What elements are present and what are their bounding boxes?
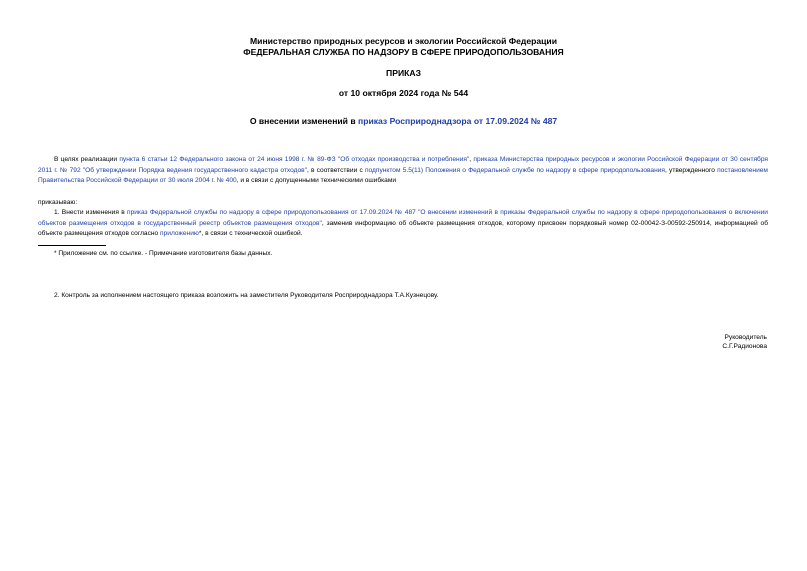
signatory-title: Руководитель	[724, 334, 767, 341]
ministry-name: Министерство природных ресурсов и экологии Российской Федерации	[250, 36, 557, 46]
intro-text-2: ,	[469, 156, 474, 163]
intro-text-5: , и в связи с допущенными техническими ошибками	[236, 177, 397, 184]
intro-text-1: В целях реализации	[54, 156, 120, 163]
ordered-line: приказываю:	[38, 199, 78, 206]
link-order-487-full[interactable]: приказ Федеральной службы по надзору в сфере природопользования от 17.09.2024 № 487 "О внесении изменений в приказы Федеральной службы по надзору в сфере природопользования о включении объектов размещения отходов в государственный реестр объектов размещения отходов"	[38, 209, 768, 227]
footnote-divider	[38, 245, 106, 246]
link-order-792[interactable]: приказа Министерства природных ресурсов и экологии Российской Федерации от 30 сентября 2011 г. № 792 "Об утверждении Порядка ведения государственного кадастра отходов"	[38, 156, 768, 174]
link-resolution-400[interactable]: постановлением Правительства Российской Федерации от 30 июля 2004 г. № 400	[38, 166, 768, 184]
document-type: ПРИКАЗ	[386, 68, 421, 78]
item1-text-3: *, в связи с технической ошибкой.	[198, 230, 303, 237]
footnote: * Приложение см. по ссылке. - Примечание изготовителя базы данных.	[54, 250, 273, 257]
link-law-89fz[interactable]: пункта 6 статьи 12 Федерального закона от 24 июня 1998 г. № 89-ФЗ "Об отходах производства и потребления"	[119, 156, 470, 163]
document-date-number: от 10 октября 2024 года № 544	[338, 88, 469, 98]
signatory-name: С.Г.Радионова	[722, 343, 767, 350]
item1-text-1: 1. Внести изменения в	[54, 209, 127, 216]
intro-paragraph	[38, 155, 768, 187]
item1-text-2: , заменив информацию об объекте размещения отходов, которому присвоен порядковый номер 02-00042-З-00592-250914, информацией об объекте размещения отходов согласно	[38, 219, 768, 237]
intro-text-4: , утвержденного	[665, 166, 718, 174]
service-name: ФЕДЕРАЛЬНАЯ СЛУЖБА ПО НАДЗОРУ В СФЕРЕ ПРИРОДОПОЛЬЗОВАНИЯ	[243, 47, 564, 57]
title-prefix: О внесении изменений в	[249, 116, 359, 126]
intro-text-3: , в соответствии с	[306, 166, 365, 174]
item-2-paragraph: 2. Контроль за исполнением настоящего приказа возложить на заместителя Руководителя Росприроднадзора Т.А.Кузнецову.	[54, 292, 439, 299]
title-link-order-487[interactable]: приказ Росприроднадзора от 17.09.2024 № 487	[358, 116, 558, 126]
link-subclause-5-5-11[interactable]: подпунктом 5.5(11) Положения о Федеральной службе по надзору в сфере природопользования	[364, 166, 665, 174]
link-appendix[interactable]: приложению	[160, 230, 199, 237]
document-title	[0, 116, 807, 127]
item-1-paragraph	[38, 208, 768, 240]
